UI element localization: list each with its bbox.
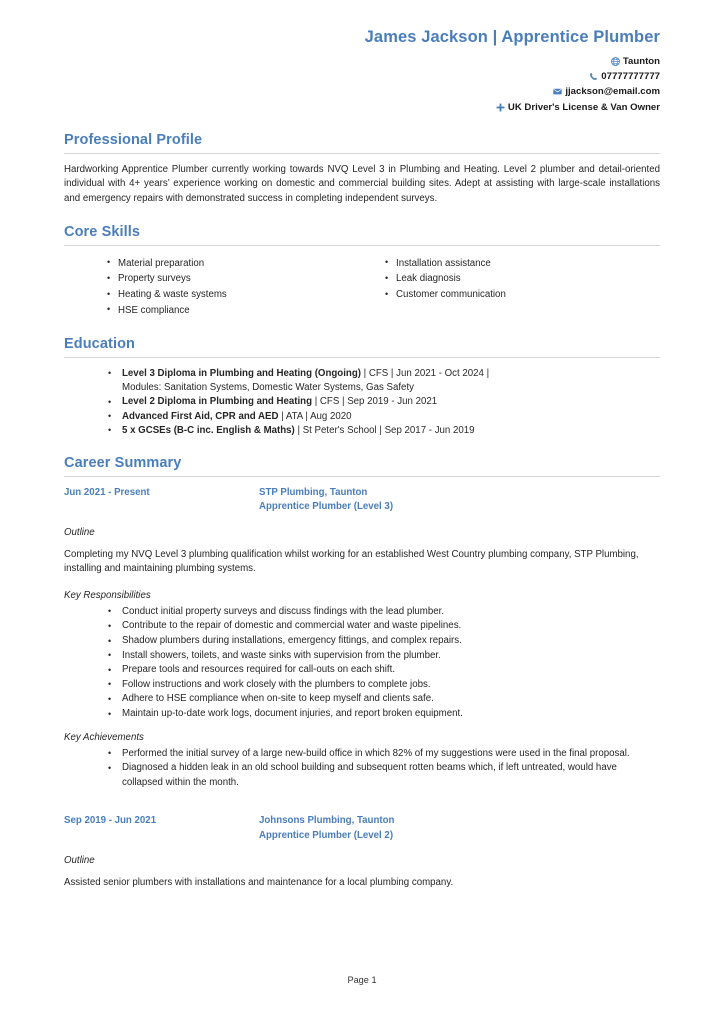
contact-phone-text: 07777777777 [601,71,660,83]
list-item [122,395,660,409]
career-entry [64,814,660,890]
list-item: • Maintain up-to-date work logs, document injuries, and report broken equipment. [122,707,660,722]
skills-columns [64,255,660,319]
contact-location-text: Taunton [622,56,660,67]
contact-email-text: jjackson@email.com [565,86,660,98]
list-item: • Contribute to the repair of domestic and commercial water and waste pipelines. [122,619,660,634]
envelope-icon [553,87,562,96]
list-item: • Material preparation [118,256,382,272]
section-heading-profile: Professional Profile [64,131,203,148]
candidate-name-title: James Jackson | Apprentice Plumber [364,28,660,46]
contact-license-text: UK Driver's License & Van Owner [507,101,660,113]
plus-icon [496,103,505,112]
contact-details [64,54,660,115]
section-divider-profile [64,153,660,154]
career-dates: Jun 2021 - Present [64,487,150,499]
contact-license [64,100,660,115]
career-company: STP Plumbing, Taunton [259,487,368,499]
section-core-skills [64,223,660,319]
page-number: Page 1 [347,975,377,985]
education-meta: | ATA | Aug 2020 [278,410,352,422]
section-professional-profile [64,131,660,207]
career-employer-block [259,814,660,842]
contact-location [64,54,660,69]
responsibilities-label: Key Responsibilities [64,589,151,601]
section-divider-career [64,476,660,477]
education-meta: | St Peter's School | Sep 2017 - Jun 2019 [294,424,475,436]
contact-phone [64,69,660,84]
education-meta: | CFS | Sep 2019 - Jun 2021 [312,396,438,408]
section-heading-education: Education [64,335,135,352]
list-item: • Diagnosed a hidden leak in an old school building and subsequent rotten beams which, if left untreated, would have collapsed within the month. [122,761,660,790]
career-company: Johnsons Plumbing, Taunton [259,815,395,827]
list-item: • Installation assistance [396,256,660,272]
resume-header [64,26,660,115]
career-job-title: Apprentice Plumber (Level 2) [259,829,394,841]
spacer [64,722,660,731]
list-item: • Conduct initial property surveys and discuss findings with the lead plumber. [122,605,660,620]
responsibilities-list [64,605,660,722]
outline-text: Assisted senior plumbers with installations and maintenance for a local plumbing company. [64,876,454,888]
career-employer-block [259,486,660,514]
section-divider-education [64,357,660,358]
education-modules: Modules: Sanitation Systems, Domestic Water Systems, Gas Safety [122,382,414,394]
list-item: • HSE compliance [118,303,382,319]
section-education [64,335,660,438]
page-footer [0,975,724,985]
list-item: • Adhere to HSE compliance when on-site to keep myself and clients safe. [122,692,660,707]
profile-body-text: Hardworking Apprentice Plumber currently working towards NVQ Level 3 in Plumbing and Heating. Level 2 plumber and detail-oriented individual with 4+ years’ experience working on domestic and commercial building sites. Adept at assisting with large-scale installations and emergency repairs with demonstrated success in completing independent surveys. [64,163,660,204]
education-title: Advanced First Aid, CPR and AED [122,410,279,422]
career-entry-header [64,486,660,514]
outline-text: Completing my NVQ Level 3 plumbing qualification whilst working for an established West Country plumbing company, STP Plumbing, installing and maintaining plumbing systems. [64,548,639,575]
globe-icon [611,57,620,66]
list-item: • Follow instructions and work closely with the plumbers to complete jobs. [122,678,660,693]
education-title: 5 x GCSEs (B-C inc. English & Maths) [122,424,295,436]
list-item: • Leak diagnosis [396,271,660,287]
list-item: • Shadow plumbers during installations, emergency fittings, and complex repairs. [122,634,660,649]
section-heading-career: Career Summary [64,455,182,472]
career-entry [64,486,660,790]
education-title: Level 3 Diploma in Plumbing and Heating (Ongoing) [122,367,361,379]
achievements-label: Key Achievements [64,731,144,743]
contact-email [64,84,660,99]
section-heading-skills: Core Skills [64,223,141,240]
skills-column-left [104,256,382,319]
spacer [64,790,660,810]
list-item: • Prepare tools and resources required for call-outs on each shift. [122,663,660,678]
career-entry-header [64,814,660,842]
education-list [64,367,660,438]
skills-column-right [382,256,660,319]
list-item: • Customer communication [396,287,660,303]
list-item [122,424,660,438]
list-item [122,367,660,396]
phone-icon [589,72,598,81]
spacer [64,577,660,589]
education-title: Level 2 Diploma in Plumbing and Heating [122,396,313,408]
list-item: • Performed the initial survey of a large new-build office in which 82% of my suggestions were used in the final proposal. [122,747,660,762]
career-job-title: Apprentice Plumber (Level 3) [259,501,394,513]
outline-label: Outline [64,526,95,538]
list-item: • Heating & waste systems [118,287,382,303]
achievements-list [64,747,660,791]
outline-label: Outline [64,854,95,866]
list-item: • Property surveys [118,271,382,287]
section-divider-skills [64,245,660,246]
career-dates: Sep 2019 - Jun 2021 [64,815,157,827]
education-meta: | CFS | Jun 2021 - Oct 2024 | [360,367,490,379]
section-career-summary [64,454,660,890]
list-item: • Install showers, toilets, and waste sinks with supervision from the plumber. [122,649,660,664]
list-item [122,410,660,424]
